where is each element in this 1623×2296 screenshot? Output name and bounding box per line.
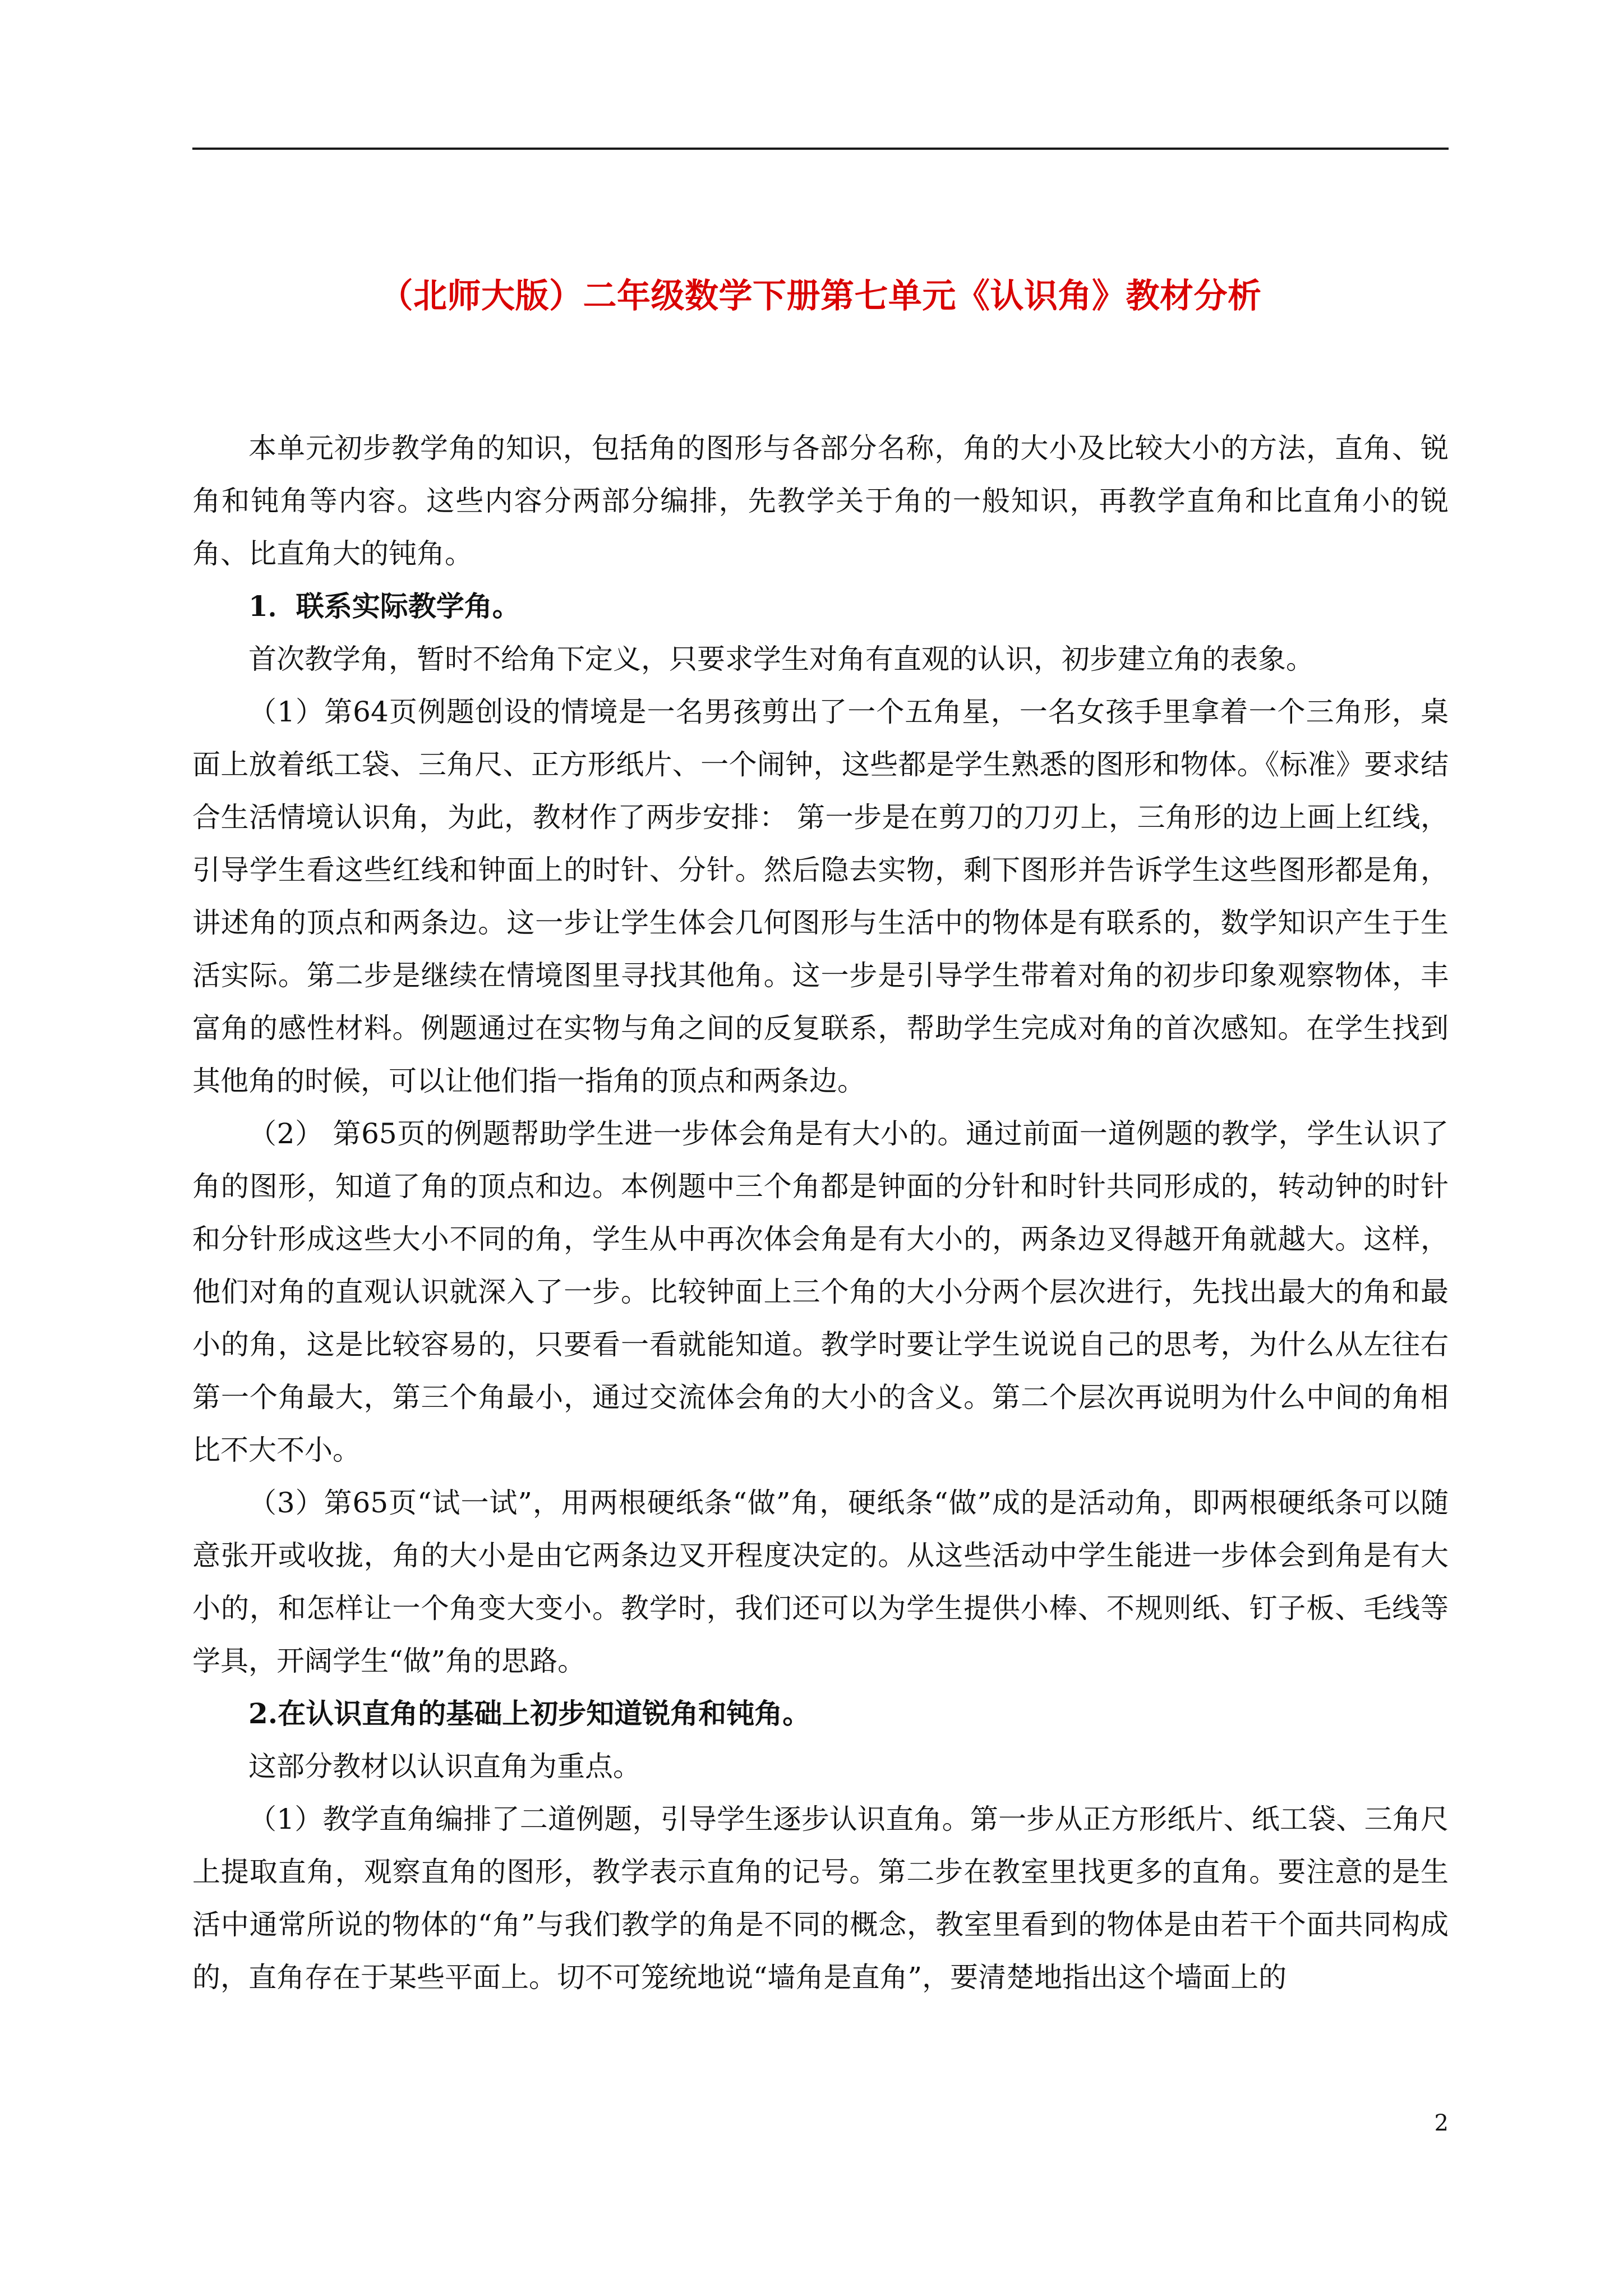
- document-title: （北师大版）二年级数学下册第七单元《认识角》教材分析: [379, 277, 1262, 316]
- section-heading-2: 2.在认识直角的基础上初步知道锐角和钝角。: [248, 1697, 811, 1730]
- paragraph: （2） 第65页的例题帮助学生进一步体会角是有大小的。通过前面一道例题的教学，学生认识了角的图形，知道了角的顶点和边。本例题中三个角都是钟面的分针和时针共同形成的，转动钟的时针和分针形成这些大小不同的角，学生从中再次体会角是有大小的，两条边叉得越开角就越大。这样，他们对角的直观认识就深入了一步。比较钟面上三个角的大小分两个层次进行，先找出最大的角和最小的角，这是比较容易的，只要看一看就能知道。教学时要让学生说说自己的思考，为什么从左往右第一个角最大，第三个角最小，通过交流体会角的大小的含义。第二个层次再说明为什么中间的角相比不大不小。: [192, 1117, 1449, 1466]
- paragraph: 首次教学角，暂时不给角下定义，只要求学生对角有直观的认识，初步建立角的表象。: [248, 643, 1314, 675]
- document-body: [192, 422, 1449, 2004]
- paragraph: 这部分教材以认识直角为重点。: [248, 1750, 641, 1783]
- paragraph: （1）第64页例题创设的情境是一名男孩剪出了一个五角星，一名女孩手里拿着一个三角形，桌面上放着纸工袋、三角尺、正方形纸片、一个闹钟，这些都是学生熟悉的图形和物体。《标准》要求结合生活情境认识角，为此，教材作了两步安排： 第一步是在剪刀的刀刃上，三角形的边上画上红线，引导学生看这些红线和钟面上的时针、分针。然后隐去实物，剩下图形并告诉学生这些图形都是角，讲述角的顶点和两条边。这一步让学生体会几何图形与生活中的物体是有联系的，数学知识产生于生活实际。第二步是继续在情境图里寻找其他角。这一步是引导学生带着对角的初步印象观察物体，丰富角的感性材料。例题通过在实物与角之间的反复联系，帮助学生完成对角的首次感知。在学生找到其他角的时候，可以让他们指一指角的顶点和两条边。: [192, 696, 1449, 1097]
- paragraph: （3）第65页“试一试”，用两根硬纸条“做”角，硬纸条“做”成的是活动角，即两根硬纸条可以随意张开或收拢，角的大小是由它两条边叉开程度决定的。从这些活动中学生能进一步体会到角是有大小的，和怎样让一个角变大变小。教学时，我们还可以为学生提供小棒、不规则纸、钉子板、毛线等学具，开阔学生“做”角的思路。: [192, 1487, 1449, 1677]
- paragraph: （1）教学直角编排了二道例题，引导学生逐步认识直角。第一步从正方形纸片、纸工袋、三角尺上提取直角，观察直角的图形，教学表示直角的记号。第二步在教室里找更多的直角。要注意的是生活中通常所说的物体的“角”与我们教学的角是不同的概念，教室里看到的物体是由若干个面共同构成的，直角存在于某些平面上。切不可笼统地说“墙角是直角”，要清楚地指出这个墙面上的: [192, 1803, 1449, 1994]
- section-heading-1: 1．联系实际教学角。: [248, 590, 520, 623]
- paragraph-intro: 本单元初步教学角的知识，包括角的图形与各部分名称，角的大小及比较大小的方法，直角、锐角和钝角等内容。这些内容分两部分编排，先教学关于角的一般知识，再教学直角和比直角小的锐角、比直角大的钝角。: [192, 432, 1449, 570]
- header-rule: [192, 148, 1449, 150]
- page-number: 2: [1434, 2110, 1449, 2136]
